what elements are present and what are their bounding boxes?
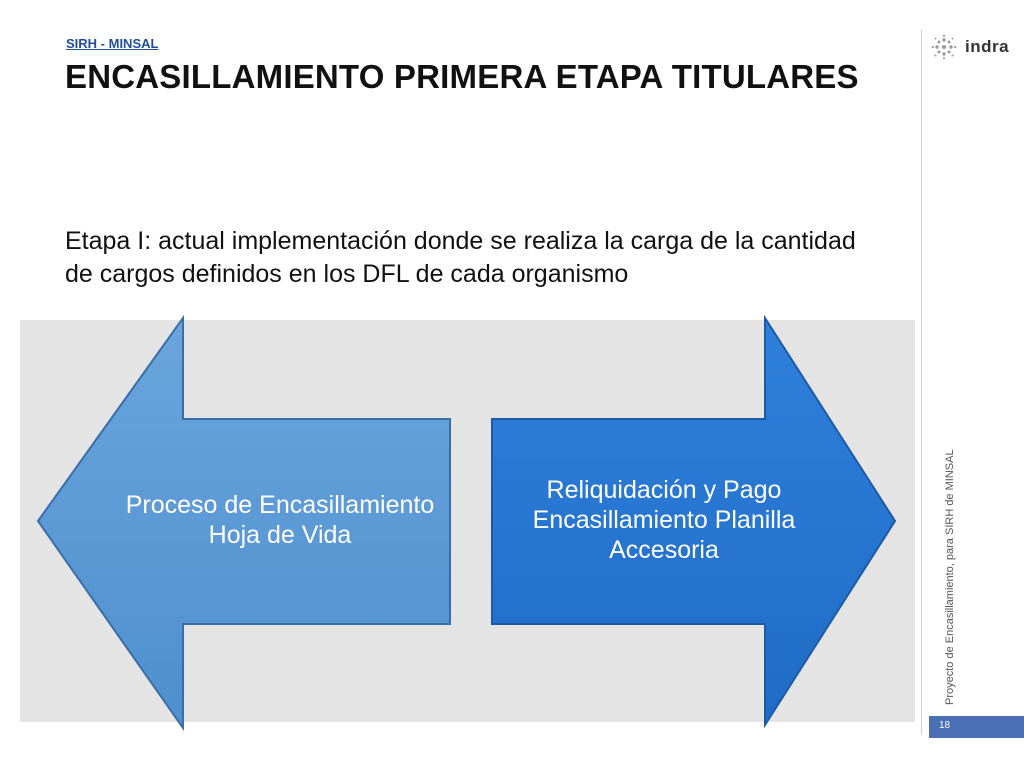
indra-logo-icon [931,34,957,60]
footer-vertical-text: Proyecto de Encasillamiento, para SIRH de MINSAL [944,449,956,705]
slide-title: ENCASILLAMIENTO PRIMERA ETAPA TITULARES [65,58,859,95]
page-number-tab [929,716,1024,738]
sidebar-divider [921,30,922,735]
section-kicker: SIRH - MINSAL [66,36,159,51]
page-number: 18 [939,720,951,731]
left-arrow-label: Proceso de Encasillamiento Hoja de Vida [125,491,435,549]
indra-logo [931,32,1009,62]
right-arrow-label: Reliquidación y Pago Encasillamiento Planilla Accesoria [532,476,796,564]
indra-logo-text: indra [965,37,1010,56]
intro-text: Etapa I: actual implementación donde se realiza la carga de la cantidad de cargos definidos en los DFL de cada organismo [65,227,856,288]
